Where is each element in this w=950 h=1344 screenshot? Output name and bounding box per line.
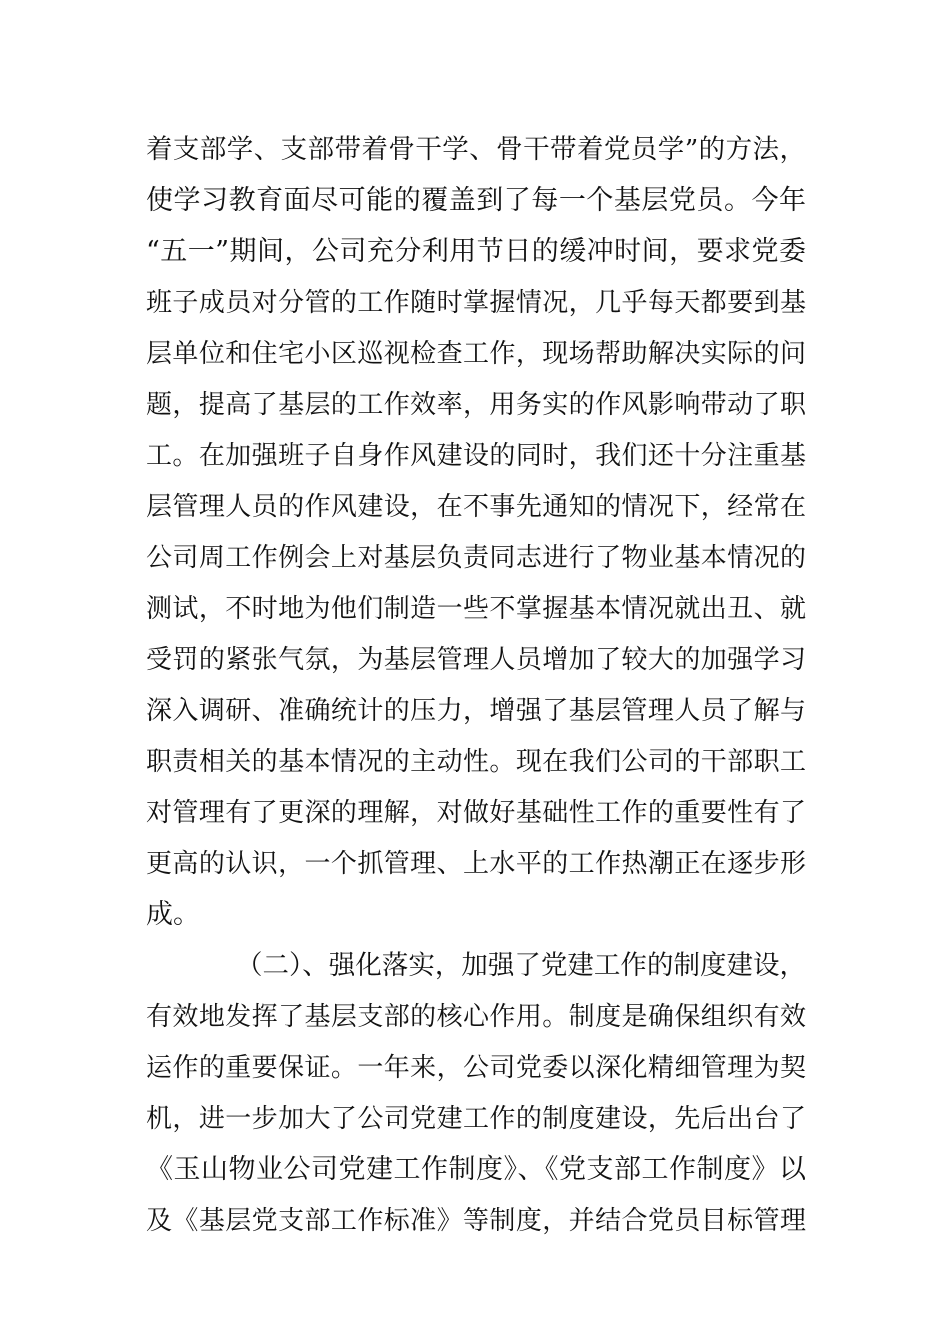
text-line: 工。在加强班子自身作风建设的同时，我们还十分注重基 xyxy=(146,441,806,471)
text-line: 班子成员对分管的工作随时掌握情况，几乎每天都要到基 xyxy=(146,288,806,318)
text-line: 层单位和住宅小区巡视检查工作，现场帮助解决实际的问 xyxy=(146,339,806,369)
text-line: 着支部学、支部带着骨干学、骨干带着党员学”的方法， xyxy=(146,134,806,165)
text-line: 层管理人员的作风建设，在不事先通知的情况下，经常在 xyxy=(146,492,806,522)
text-line: 题，提高了基层的工作效率，用务实的作风影响带动了职 xyxy=(146,390,806,420)
text-line: 深入调研、准确统计的压力，增强了基层管理人员了解与 xyxy=(146,696,806,726)
text-line: 公司周工作例会上对基层负责同志进行了物业基本情况的 xyxy=(146,543,806,573)
text-line: 使学习教育面尽可能的覆盖到了每一个基层党员。今年 xyxy=(146,185,806,216)
text-line: 受罚的紧张气氛，为基层管理人员增加了较大的加强学习 xyxy=(146,645,806,675)
text-line: 对管理有了更深的理解，对做好基础性工作的重要性有了 xyxy=(146,798,806,828)
section-heading-line: （二）、强化落实，加强了党建工作的制度建设， xyxy=(236,950,806,981)
text-line: 及《基层党支部工作标准》等制度，并结合党员目标管理 xyxy=(146,1206,806,1236)
text-line: 机，进一步加大了公司党建工作的制度建设，先后出台了 xyxy=(146,1104,806,1134)
text-line: 成。 xyxy=(146,899,200,930)
text-line: 更高的认识，一个抓管理、上水平的工作热潮正在逐步形 xyxy=(146,849,806,879)
text-line: 测试，不时地为他们制造一些不掌握基本情况就出丑、就 xyxy=(146,594,806,624)
text-line: 《玉山物业公司党建工作制度》、《党支部工作制度》以 xyxy=(146,1154,806,1185)
text-line: 运作的重要保证。一年来，公司党委以深化精细管理为契 xyxy=(146,1053,806,1083)
text-line: 职责相关的基本情况的主动性。现在我们公司的干部职工 xyxy=(146,747,806,777)
text-line: 有效地发挥了基层支部的核心作用。制度是确保组织有效 xyxy=(146,1002,806,1032)
text-line: “五一”期间，公司充分利用节日的缓冲时间，要求党委 xyxy=(146,236,806,267)
